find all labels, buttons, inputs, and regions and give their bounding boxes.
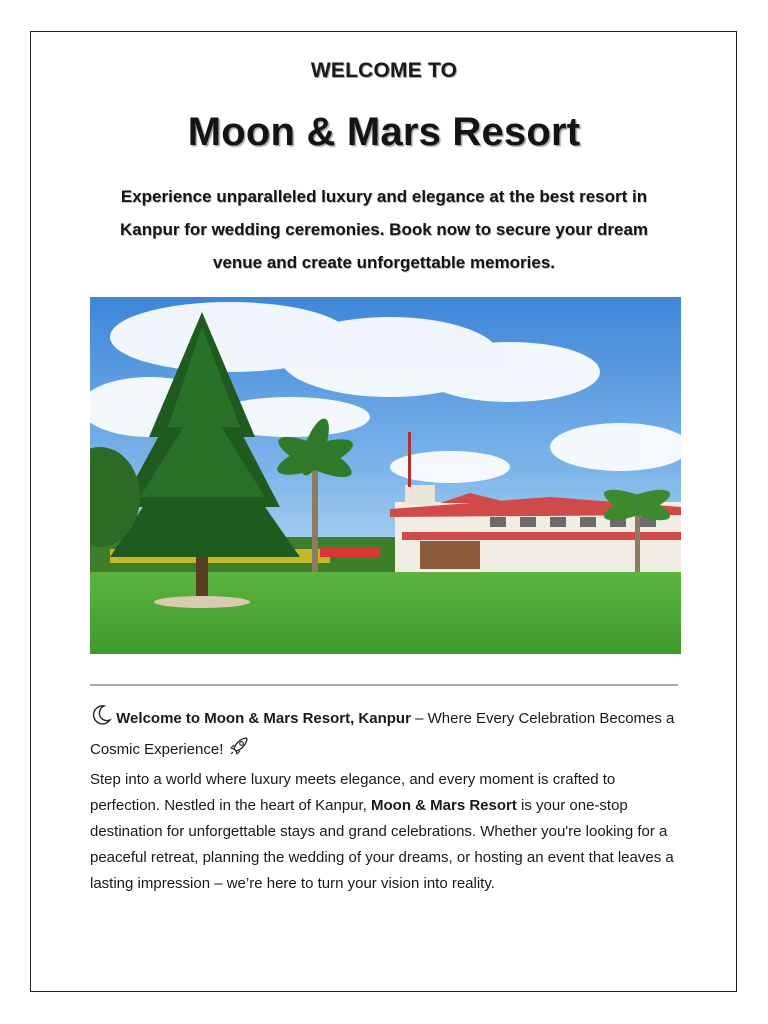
body-paragraph [90,767,680,897]
body-bold-name: Moon & Mars Resort [371,797,517,814]
rocket-icon [228,735,250,766]
intro-paragraph [90,704,680,766]
intro-lead-rest: – Where Every Celebration Becomes a Cosmic Experience! [90,710,675,758]
lawn [90,572,681,654]
tagline: Experience unparalleled luxury and elegance at the best resort in Kanpur for wedding ceremonies. Book now to secure your dream venue and create unforgettable memories. [119,187,649,272]
welcome-kicker: WELCOME TO [310,59,458,82]
body-part1: Step into a world where luxury meets elegance, and every moment is crafted to perfection. Nestled in the heart of Kanpur, [90,771,616,814]
body-part2: is your one-stop destination for unforgettable stays and grand celebrations. Whether you're looking for a peaceful retreat, planning the wedding of your dreams, or hosting an event that leaves a lasting impression – we’re here to turn your vision into reality. [90,797,674,892]
section-divider [90,684,678,686]
crescent-moon-icon [90,704,112,735]
resort-photo [90,297,681,654]
resort-title: Moon & Mars Resort [187,110,581,154]
intro-lead-bold: Welcome to Moon & Mars Resort, Kanpur [116,710,411,727]
